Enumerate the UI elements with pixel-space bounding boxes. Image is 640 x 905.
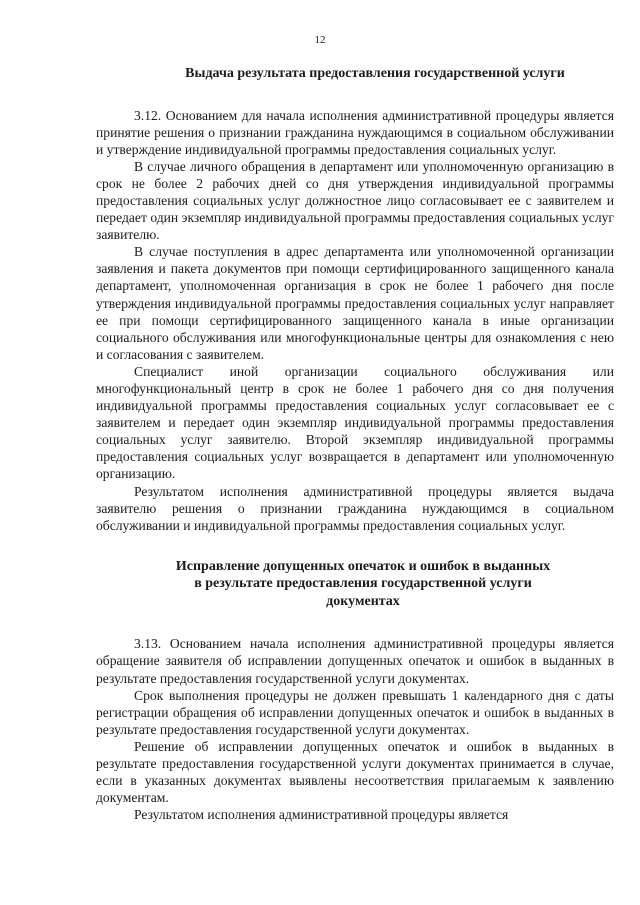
paragraph-decision: Решение об исправлении допущенных опечаток и ошибок в выданных в результате предоставления государственной услуги документах принимается в случае, если в указанных документах выявлены несоответствия прилагаемым к заявлению документам. (96, 738, 614, 806)
heading-line-1: Исправление допущенных опечаток и ошибок в выданных (175, 558, 551, 574)
paragraph-specialist: Специалист иной организации социального обслуживания или многофункциональный центр в срок не более 1 рабочего дня со дня получения индивидуальной программы предоставления социальных услуг согласовывает ее с заявителем и передает один экземпляр индивидуальной программы предоставления социальных услуг заявителю. Второй экземпляр индивидуальной программы предоставления социальных услуг возвращается в департамент или уполномоченную организацию. (96, 363, 614, 482)
paragraph-3-12: 3.12. Основанием для начала исполнения административной процедуры является принятие решения о признании гражданина нуждающимся в социальном обслуживании и утверждение индивидуальной программы предоставления социальных услуг. (96, 107, 614, 157)
paragraph-secure-channel: В случае поступления в адрес департамента или уполномоченной организации заявления и пакета документов при помощи сертифицированного защищенного канала департамент, уполномоченная организация в срок не более 1 рабочего дня после утверждения индивидуальной программы предоставления социальных услуг направляет ее при помощи сертифицированного защищенного канала в иные организации социального обслуживания или многофункциональные центры для ознакомления с нею и согласования с заявителем. (96, 244, 614, 362)
section-heading-issuance: Выдача результата предоставления государственной услуги (185, 66, 565, 81)
paragraph-result-corrections: Результатом исполнения административной процедуры является (134, 807, 509, 823)
section-corrections-body (96, 635, 614, 823)
heading-line-2: в результате предоставления государственной услуги (194, 576, 532, 592)
document-body (96, 58, 614, 823)
page-number: 12 (314, 34, 326, 46)
paragraph-deadline: Срок выполнения процедуры не должен превышать 1 календарного дня с даты регистрации обращения об исправлении допущенных опечаток и ошибок в выданных в результате предоставления государственной услуги документах. (96, 687, 614, 737)
heading-line-3: документах (326, 593, 400, 609)
section-heading-corrections (96, 558, 614, 611)
section-issuance-body (96, 107, 614, 534)
paragraph-personal-appeal: В случае личного обращения в департамент или уполномоченную организацию в срок не более 2 рабочих дней со дня утверждения индивидуальной программы предоставления социальных услуг должностное лицо согласовывает ее с заявителем и передает один экземпляр индивидуальной программы предоставления социальных услуг заявителю. (96, 158, 614, 243)
paragraph-result-issuance: Результатом исполнения административной процедуры является выдача заявителю решения о признании гражданина нуждающимся в социальном обслуживании и индивидуальной программы предоставления социальных услуг. (96, 483, 614, 533)
paragraph-3-13: 3.13. Основанием начала исполнения административной процедуры является обращение заявителя об исправлении допущенных опечаток и ошибок в выданных в результате предоставления государственной услуги документах. (96, 636, 614, 686)
